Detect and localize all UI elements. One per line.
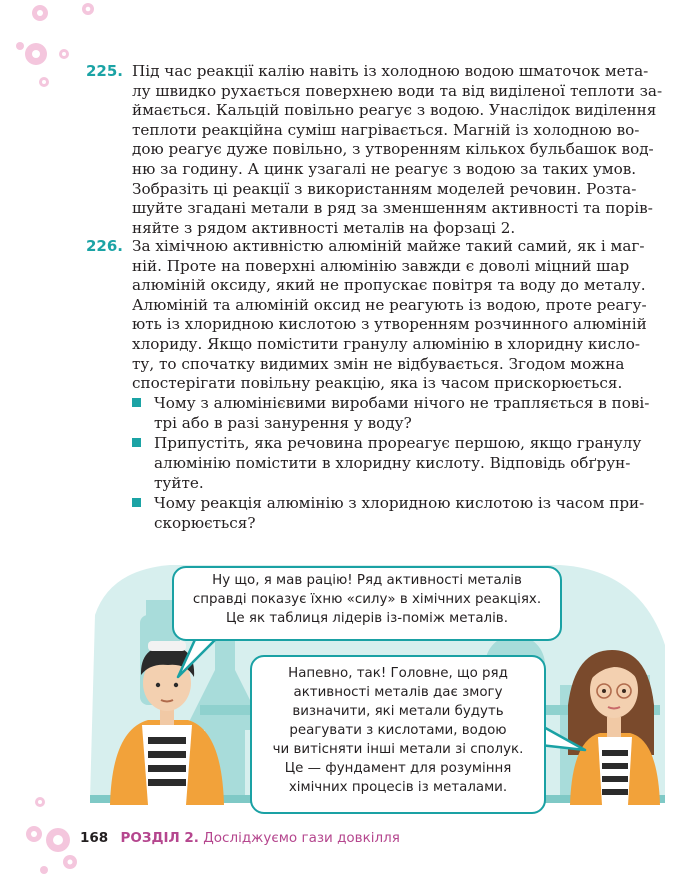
text-line: ню за годину. А цинк узагалі не реагує з водою за таких умов. [132, 159, 637, 178]
bubble-line: Це як таблиця лідерів із-поміж металів. [226, 611, 508, 626]
text-line: шуйте згадані метали в ряд за зменшенням активності та порів- [132, 199, 653, 218]
page-footer [80, 830, 400, 846]
bullet-square-icon [132, 498, 141, 507]
text-line: Під час реакції калію навіть із холодною водою шматочок мета- [132, 62, 649, 80]
bubble-line: справді показує їхню «силу» в хімічних реакціях. [192, 592, 542, 607]
text-line: дою реагує дуже повільно, з утворенням кількох бульбашок вод- [132, 140, 654, 159]
problem-text [132, 237, 663, 394]
text-line: спостерігати повільну реакцію, яка із часом прискорюється. [132, 374, 623, 393]
question-item [132, 493, 663, 533]
question-list [132, 393, 663, 533]
problem-text [132, 62, 663, 238]
bubble-line: активності металів дає змогу [293, 685, 503, 700]
bubble-line: реагувати з кислотами, водою [289, 723, 507, 738]
section-label: РОЗДІЛ 2. [120, 830, 199, 846]
text-line: Алюміній та алюміній оксид не реагують із водою, проте реагу- [132, 295, 647, 314]
speech-bubble-boy [172, 566, 562, 641]
text-line: скорюється? [154, 514, 256, 532]
bubble-line: хімічних процесів із металами. [288, 780, 508, 795]
bubble-line: чи витісняти інші метали зі сполук. [272, 742, 524, 757]
text-line: Припустіть, яка речовина прореагує першою, якщо гранулу [154, 434, 642, 452]
text-line: ній. Проте на поверхні алюмінію завжди є доволі міцний шар [132, 256, 630, 275]
problem-226 [88, 237, 663, 394]
question-item [132, 393, 663, 433]
text-line: алюмінію помістити в хлоридну кислоту. Відповідь обґрун- [154, 454, 631, 472]
text-line: Чому реакція алюмінію з хлоридною кислотою із часом при- [154, 494, 645, 512]
speech-bubble-girl [250, 655, 546, 814]
text-line: няйте з рядом активності металів на форзаці 2. [132, 218, 516, 237]
problem-number: 226. [86, 237, 124, 255]
text-line: ту, то спочатку видимих змін не відбувається. Згодом можна [132, 354, 625, 373]
text-line: трі або в разі занурення у воду? [154, 414, 412, 432]
text-line: ймається. Кальцій повільно реагує з водою. Унаслідок виділення [132, 101, 657, 120]
section-title: Досліджуємо гази довкілля [203, 830, 400, 846]
bubble-line: Це — фундамент для розуміння [284, 761, 512, 776]
bullet-square-icon [132, 438, 141, 447]
problem-225 [88, 62, 663, 238]
page-number: 168 [80, 830, 109, 846]
bubble-line: Ну що, я мав рацію! Ряд активності металів [212, 573, 522, 588]
text-line: За хімічною активністю алюміній майже такий самий, як і маг- [132, 237, 645, 255]
problem-number: 225. [86, 62, 124, 80]
text-line: туйте. [154, 474, 204, 492]
text-line: лу швидко рухається поверхнею води та від виділеної теплоти за- [132, 81, 663, 100]
question-item [132, 433, 663, 493]
text-line: теплоти реакційна суміш нагрівається. Магній із холодною во- [132, 120, 640, 139]
bullet-square-icon [132, 398, 141, 407]
bubble-line: Напевно, так! Головне, що ряд [288, 666, 508, 681]
bubble-line: визначити, які метали будуть [292, 704, 504, 719]
text-line: Чому з алюмінієвими виробами нічого не трапляється в пові- [154, 394, 650, 412]
text-line: ють із хлоридною кислотою з утворенням розчинного алюміній [132, 315, 647, 334]
text-line: Зобразіть ці реакції з використанням моделей речовин. Розта- [132, 179, 637, 198]
text-line: хлориду. Якщо помістити гранулу алюмінію в хлоридну кисло- [132, 334, 641, 353]
text-line: алюміній оксиду, який не пропускає повітря та воду до металу. [132, 276, 646, 295]
